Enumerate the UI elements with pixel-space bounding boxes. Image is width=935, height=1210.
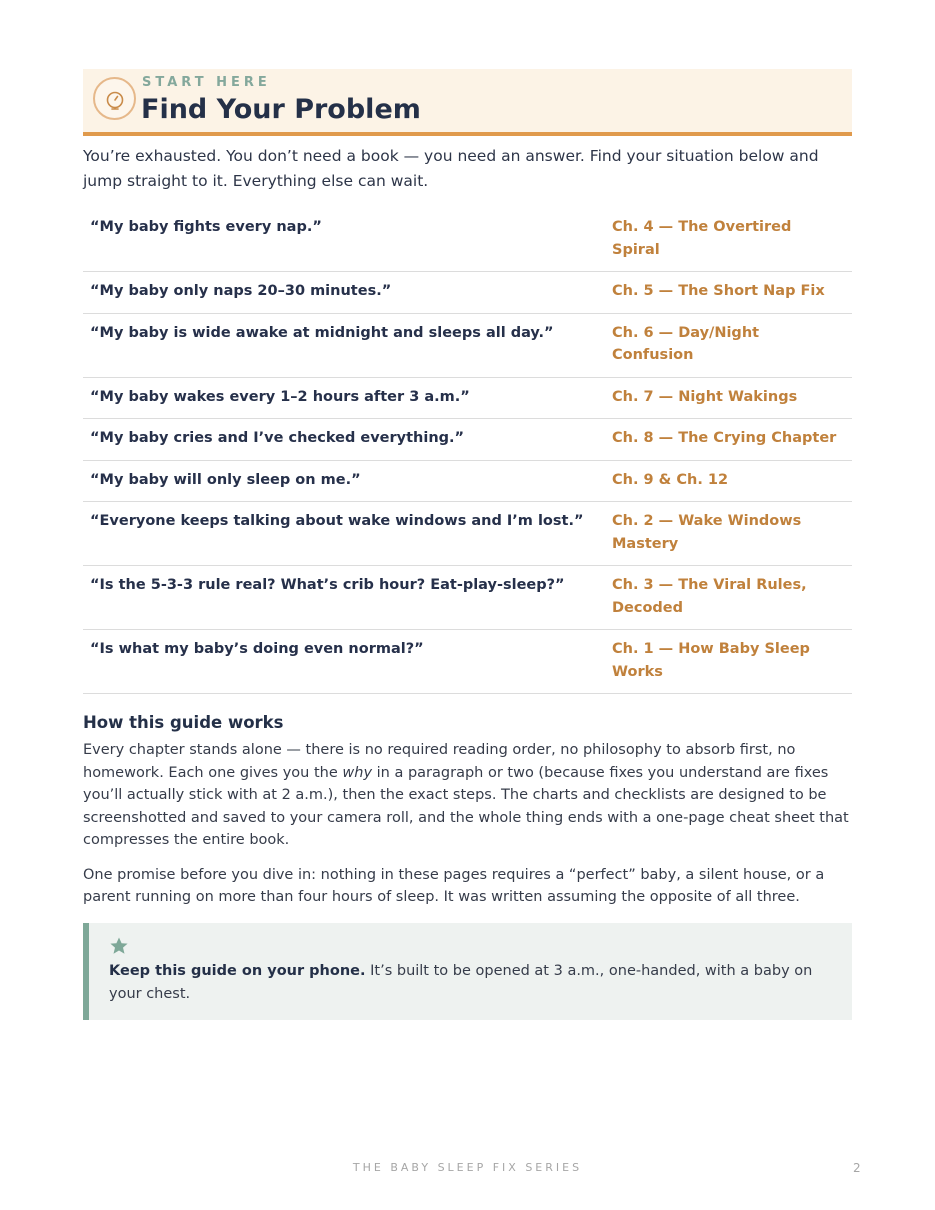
page-number: 2 bbox=[853, 1161, 861, 1175]
table-row bbox=[83, 313, 852, 377]
section-header bbox=[83, 69, 852, 136]
table-row bbox=[83, 419, 852, 461]
promise-paragraph: One promise before you dive in: nothing in these pages requires a “perfect” baby, a silent house, or a parent running on more than four hours of sleep. It was written assuming the opposite of all three. bbox=[83, 866, 825, 905]
chapter-link[interactable]: Ch. 9 & Ch. 12 bbox=[612, 460, 852, 502]
tip-callout bbox=[83, 923, 852, 1020]
table-row bbox=[83, 630, 852, 694]
star-icon bbox=[109, 936, 129, 956]
table-row bbox=[83, 566, 852, 630]
callout-text bbox=[109, 960, 832, 1006]
intro-text: You’re exhausted. You don’t need a book — you need an answer. Find your situation below and jump straight to it. Everything else can wait. bbox=[83, 147, 819, 190]
table-row bbox=[83, 377, 852, 419]
chapter-link[interactable]: Ch. 5 — The Short Nap Fix bbox=[612, 272, 852, 314]
problem-quote: “My baby is wide awake at midnight and sleeps all day.” bbox=[83, 313, 612, 377]
problem-quote: “My baby wakes every 1–2 hours after 3 a.m.” bbox=[83, 377, 612, 419]
chapter-link[interactable]: Ch. 4 — The Overtired Spiral bbox=[612, 208, 852, 272]
problem-quote: “My baby fights every nap.” bbox=[83, 208, 612, 272]
table-row bbox=[83, 272, 852, 314]
how-it-works-paragraph bbox=[83, 739, 852, 852]
problem-table bbox=[83, 208, 852, 694]
chapter-link[interactable]: Ch. 1 — How Baby Sleep Works bbox=[612, 630, 852, 694]
table-row bbox=[83, 502, 852, 566]
paragraph-text: in a paragraph or two (because fixes you understand are fixes you’ll actually stick with at 2 a.m.), then the exact steps. The charts and checklists are designed to be screenshotted and saved to your camera roll, and the whole thing ends with a one-page cheat sheet that compresses the entire book. bbox=[83, 764, 849, 848]
page-title: Find Your Problem bbox=[141, 94, 421, 125]
problem-quote: “My baby only naps 20–30 minutes.” bbox=[83, 272, 612, 314]
chapter-link[interactable]: Ch. 3 — The Viral Rules, Decoded bbox=[612, 566, 852, 630]
problem-quote: “Everyone keeps talking about wake windows and I’m lost.” bbox=[83, 502, 612, 566]
callout-bold: Keep this guide on your phone. bbox=[109, 962, 366, 979]
problem-quote: “Is what my baby’s doing even normal?” bbox=[83, 630, 612, 694]
problem-quote: “Is the 5-3-3 rule real? What’s crib hour? Eat-play-sleep?” bbox=[83, 566, 612, 630]
table-row bbox=[83, 460, 852, 502]
paragraph-text: Every chapter stands alone — there is no required reading order, no philosophy to absorb first, no homework. Each one gives you the bbox=[83, 742, 796, 781]
problem-quote: “My baby will only sleep on me.” bbox=[83, 460, 612, 502]
chapter-link[interactable]: Ch. 6 — Day/Night Confusion bbox=[612, 313, 852, 377]
stopwatch-icon bbox=[93, 77, 136, 120]
callout-body: It’s built to be opened at 3 a.m., one-handed, with a baby on your chest. bbox=[109, 962, 813, 1002]
emphasis-text: why bbox=[342, 764, 373, 781]
problem-quote: “My baby cries and I’ve checked everything.” bbox=[83, 419, 612, 461]
chapter-link[interactable]: Ch. 7 — Night Wakings bbox=[612, 377, 852, 419]
chapter-link[interactable]: Ch. 8 — The Crying Chapter bbox=[612, 419, 852, 461]
chapter-link[interactable]: Ch. 2 — Wake Windows Mastery bbox=[612, 502, 852, 566]
table-row bbox=[83, 208, 852, 272]
how-it-works-heading: How this guide works bbox=[83, 713, 284, 732]
footer-series: THE BABY SLEEP FIX SERIES bbox=[352, 1161, 583, 1174]
page-content bbox=[83, 69, 852, 1020]
section-kicker: START HERE bbox=[142, 75, 271, 90]
